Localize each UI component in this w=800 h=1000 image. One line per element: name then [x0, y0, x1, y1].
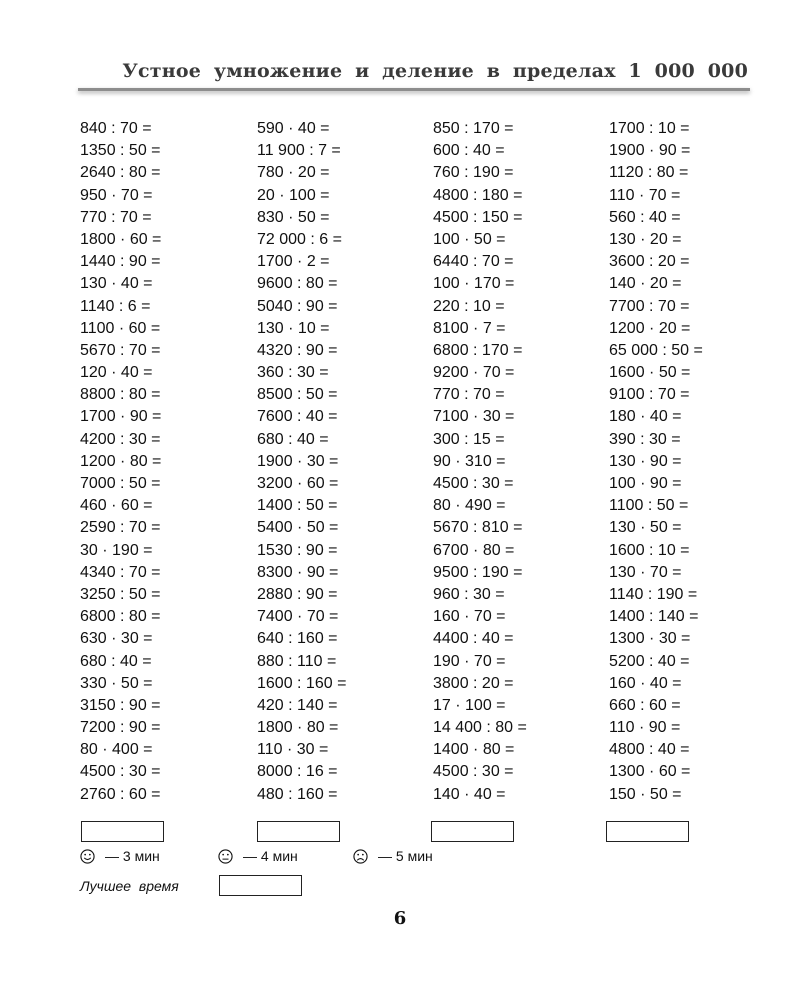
exercise-item: 850 : 170 =	[433, 120, 514, 137]
exercise-item: 3250 : 50 =	[80, 585, 161, 603]
exercise-item: 130 · 70 =	[609, 563, 682, 581]
exercise-item: 6800 : 170 =	[433, 341, 523, 359]
exercise-item: 130 · 90 =	[609, 452, 682, 470]
exercise-item: 560 : 40 =	[609, 208, 681, 226]
exercise-item: 100 · 90 =	[609, 475, 682, 492]
exercise-item: 4500 : 30 =	[433, 763, 514, 781]
exercise-item: 460 · 60 =	[80, 497, 153, 515]
time-box-column-4[interactable]	[606, 821, 689, 842]
exercise-item: 1100 · 60 =	[80, 319, 161, 337]
exercise-item: 3800 : 20 =	[433, 674, 514, 692]
legend-item-3-min	[80, 848, 160, 864]
time-box-column-1[interactable]	[81, 821, 164, 842]
page-title: Устное умножение и деление в пределах 1 000 000	[122, 60, 748, 82]
exercise-item: 4400 : 40 =	[433, 630, 514, 648]
exercise-item: 770 : 70 =	[433, 386, 505, 404]
exercise-item: 9600 : 80 =	[257, 275, 338, 293]
exercise-item: 7000 : 50 =	[80, 475, 161, 492]
exercise-item: 6440 : 70 =	[433, 253, 514, 271]
exercise-item: 65 000 : 50 =	[609, 341, 703, 359]
exercise-item: 140 · 20 =	[609, 275, 682, 293]
exercise-item: 100 · 50 =	[433, 230, 506, 248]
exercise-item: 5670 : 70 =	[80, 341, 161, 359]
page-number: 6	[393, 908, 407, 929]
best-time-label: Лучшее время	[80, 878, 179, 894]
exercise-item: 7200 : 90 =	[80, 719, 161, 737]
legend-label: — 3 мин	[105, 848, 160, 864]
legend-item-5-min	[353, 848, 433, 864]
exercise-item: 110 · 30 =	[257, 741, 329, 759]
smiley-sad-icon	[353, 849, 368, 864]
exercise-item: 4320 : 90 =	[257, 341, 338, 359]
exercise-item: 1700 : 10 =	[609, 120, 690, 137]
exercise-item: 30 · 190 =	[80, 541, 153, 559]
exercise-column-4	[609, 118, 779, 806]
exercise-item: 5670 : 810 =	[433, 519, 523, 537]
exercise-item: 840 : 70 =	[80, 120, 152, 137]
exercise-item: 1800 · 80 =	[257, 719, 339, 737]
exercise-item: 1140 : 190 =	[609, 585, 698, 603]
exercise-item: 1600 : 160 =	[257, 674, 347, 692]
exercise-item: 220 : 10 =	[433, 297, 505, 315]
exercise-item: 110 · 90 =	[609, 719, 681, 737]
exercise-item: 120 · 40 =	[80, 364, 153, 382]
exercise-item: 880 : 110 =	[257, 652, 337, 670]
exercise-item: 7600 : 40 =	[257, 408, 338, 426]
exercise-item: 960 : 30 =	[433, 585, 505, 603]
exercise-item: 640 : 160 =	[257, 630, 338, 648]
exercise-item: 80 · 400 =	[80, 741, 153, 759]
exercise-item: 2880 : 90 =	[257, 585, 338, 603]
best-time-box[interactable]	[219, 875, 302, 896]
exercise-item: 9500 : 190 =	[433, 563, 523, 581]
exercise-item: 1200 · 20 =	[609, 319, 691, 337]
exercise-item: 1700 · 90 =	[80, 408, 162, 426]
exercise-item: 8000 : 16 =	[257, 763, 338, 781]
exercise-item: 180 · 40 =	[609, 408, 682, 426]
exercise-item: 130 · 10 =	[257, 319, 330, 337]
exercise-item: 5200 : 40 =	[609, 652, 690, 670]
exercise-item: 1140 : 6 =	[80, 297, 151, 315]
exercise-item: 160 · 70 =	[433, 608, 506, 626]
exercise-item: 1900 · 30 =	[257, 452, 339, 470]
exercise-item: 830 · 50 =	[257, 208, 330, 226]
exercise-item: 5400 · 50 =	[257, 519, 339, 537]
exercise-item: 130 · 50 =	[609, 519, 682, 537]
exercise-item: 1400 : 50 =	[257, 497, 338, 515]
exercise-item: 360 : 30 =	[257, 364, 329, 382]
exercise-item: 8800 : 80 =	[80, 386, 161, 404]
legend-label: — 5 мин	[378, 848, 433, 864]
exercise-item: 130 · 20 =	[609, 230, 682, 248]
exercise-item: 11 900 : 7 =	[257, 142, 341, 160]
exercise-item: 760 : 190 =	[433, 164, 514, 182]
exercise-column-3	[433, 118, 603, 806]
exercise-item: 6800 : 80 =	[80, 608, 161, 626]
exercise-item: 3200 · 60 =	[257, 475, 339, 492]
exercise-item: 17 · 100 =	[433, 696, 506, 714]
exercise-item: 14 400 : 80 =	[433, 719, 527, 737]
exercise-item: 1300 · 30 =	[609, 630, 691, 648]
exercise-item: 600 : 40 =	[433, 142, 505, 160]
exercise-item: 80 · 490 =	[433, 497, 506, 515]
exercise-item: 590 · 40 =	[257, 120, 330, 137]
exercise-item: 4500 : 30 =	[80, 763, 161, 781]
exercise-item: 72 000 : 6 =	[257, 230, 342, 248]
exercise-item: 630 · 30 =	[80, 630, 153, 648]
exercise-column-1	[80, 118, 250, 806]
exercise-item: 1200 · 80 =	[80, 452, 162, 470]
exercise-item: 7700 : 70 =	[609, 297, 690, 315]
exercise-item: 6700 · 80 =	[433, 541, 515, 559]
smiley-neutral-icon	[218, 849, 233, 864]
exercise-item: 8300 · 90 =	[257, 563, 339, 581]
exercise-item: 1600 : 10 =	[609, 541, 690, 559]
exercise-item: 3600 : 20 =	[609, 253, 690, 271]
exercise-item: 780 · 20 =	[257, 164, 330, 182]
exercise-item: 20 · 100 =	[257, 186, 330, 204]
exercise-item: 1400 : 140 =	[609, 608, 699, 626]
exercise-item: 680 : 40 =	[80, 652, 152, 670]
exercise-item: 1900 · 90 =	[609, 142, 691, 160]
exercise-item: 1300 · 60 =	[609, 763, 691, 781]
exercise-item: 4500 : 150 =	[433, 208, 523, 226]
exercise-item: 110 · 70 =	[609, 186, 681, 204]
exercise-item: 1600 · 50 =	[609, 364, 691, 382]
exercise-item: 2640 : 80 =	[80, 164, 161, 182]
exercise-item: 190 · 70 =	[433, 652, 506, 670]
exercise-item: 1400 · 80 =	[433, 741, 515, 759]
exercise-item: 100 · 170 =	[433, 275, 515, 293]
exercise-item: 1440 : 90 =	[80, 253, 161, 271]
exercise-item: 3150 : 90 =	[80, 696, 161, 714]
exercise-item: 140 · 40 =	[433, 785, 506, 803]
exercise-item: 330 · 50 =	[80, 674, 153, 692]
exercise-item: 1120 : 80 =	[609, 164, 689, 182]
time-box-column-3[interactable]	[431, 821, 514, 842]
exercise-item: 1350 : 50 =	[80, 142, 161, 160]
exercise-item: 9200 · 70 =	[433, 364, 515, 382]
exercise-item: 770 : 70 =	[80, 208, 152, 226]
exercise-item: 390 : 30 =	[609, 430, 681, 448]
exercise-item: 480 : 160 =	[257, 785, 338, 803]
time-box-column-2[interactable]	[257, 821, 340, 842]
exercise-item: 950 · 70 =	[80, 186, 153, 204]
exercise-item: 8500 : 50 =	[257, 386, 338, 404]
exercise-item: 7100 · 30 =	[433, 408, 515, 426]
exercise-item: 130 · 40 =	[80, 275, 153, 293]
exercise-item: 9100 : 70 =	[609, 386, 690, 404]
header-rule	[78, 88, 750, 91]
exercise-item: 4200 : 30 =	[80, 430, 161, 448]
time-legend	[80, 848, 500, 870]
exercise-item: 90 · 310 =	[433, 452, 506, 470]
exercise-item: 680 : 40 =	[257, 430, 329, 448]
exercise-item: 2760 : 60 =	[80, 785, 161, 803]
exercise-item: 4500 : 30 =	[433, 475, 514, 492]
exercise-item: 160 · 40 =	[609, 674, 682, 692]
legend-item-4-min	[218, 848, 298, 864]
exercise-item: 1530 : 90 =	[257, 541, 338, 559]
exercise-item: 4340 : 70 =	[80, 563, 161, 581]
legend-label: — 4 мин	[243, 848, 298, 864]
exercise-item: 8100 · 7 =	[433, 319, 506, 337]
exercise-item: 1700 · 2 =	[257, 253, 330, 271]
smiley-happy-icon	[80, 849, 95, 864]
exercise-item: 1800 · 60 =	[80, 230, 162, 248]
exercise-column-2	[257, 118, 427, 806]
exercise-item: 1100 : 50 =	[609, 497, 689, 515]
exercise-item: 150 · 50 =	[609, 785, 682, 803]
exercise-item: 4800 : 180 =	[433, 186, 523, 204]
exercise-item: 2590 : 70 =	[80, 519, 161, 537]
exercise-item: 7400 · 70 =	[257, 608, 339, 626]
exercise-item: 420 : 140 =	[257, 696, 338, 714]
exercise-item: 660 : 60 =	[609, 696, 681, 714]
exercise-item: 4800 : 40 =	[609, 741, 690, 759]
exercise-item: 5040 : 90 =	[257, 297, 338, 315]
exercise-item: 300 : 15 =	[433, 430, 505, 448]
